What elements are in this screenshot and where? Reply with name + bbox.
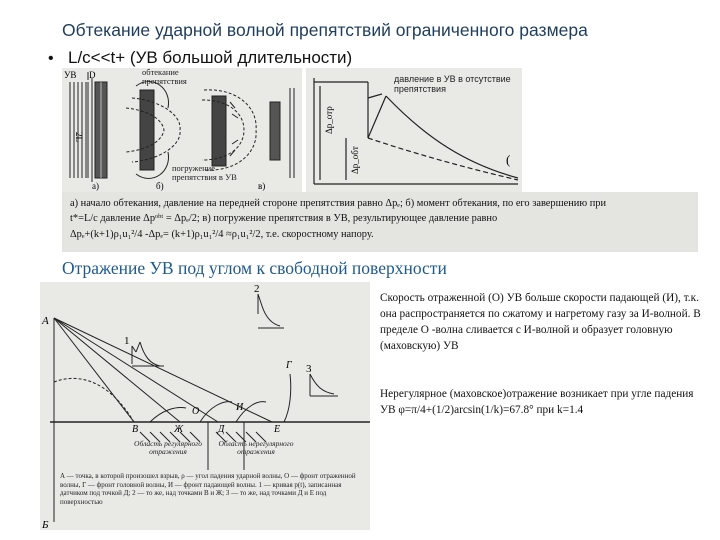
slide-title: Обтекание ударной волной препятствий ограниченного размера	[62, 20, 588, 40]
label-g: Г	[286, 360, 292, 371]
flow-around-obstacle-figure	[62, 68, 302, 192]
label-d: D	[89, 70, 96, 80]
reflection-drawing	[40, 282, 370, 530]
num-1: 1	[124, 335, 130, 347]
label-2l: 2L	[74, 132, 84, 142]
label-a-top: а)	[92, 181, 99, 191]
label-c-top: в)	[258, 181, 266, 191]
num-3: 3	[306, 363, 312, 375]
oblique-reflection-figure	[40, 282, 370, 530]
bottom-figure-caption: А — точка, в которой произошел взрыв, ρ — угол падения ударной волны, О — фронт отраженной волны, Г — фронт головной волны, И — фронт падающей волны. 1 — кривая p(t), записанная датчиком под точкой Д; 2 — то же, над точками В и Ж; 3 — то же, над точками Д и Е под поверхностью	[60, 472, 356, 506]
label-dp-ref: Δp_отр	[324, 106, 334, 134]
caption-line-3: Δpₑ+(k+1)ρ₁u₁²/4 -Δpₑ= (k+1)ρ₁u₁²/4 ≈ρ₁u₁²/2, т.е. скоростному напору.	[70, 228, 374, 240]
pressure-time-figure	[306, 68, 522, 192]
label-e: Е	[274, 424, 281, 435]
label-paren: (	[506, 152, 511, 167]
flow-figure-drawing	[62, 68, 302, 192]
paragraph-reflected-speed: Скорость отраженной (О) УВ больше скорости падающей (И), т.к. она распространяется по сжатому и нагретому газу за И-волной. В пределе О -волна сливается с И-волной и образует головную (маховскую) УВ	[380, 292, 701, 352]
label-region-irregular: Область нерегулярного отражения	[218, 440, 294, 456]
label-no-obstacle: давление в УВ в отсутствие препятствия	[394, 74, 511, 94]
label-d-bottom: Д	[218, 424, 225, 435]
pressure-plot-drawing	[306, 68, 522, 192]
section-title: Отражение УВ под углом к свободной поверхности	[62, 258, 447, 278]
label-b-bottom: Б	[42, 519, 49, 530]
caption-line-2: t*=L/c давление Δpᵒᵇᵗ = Δpₑ/2; в) погружение препятствия в УВ, результирующее давление равно	[70, 213, 498, 225]
label-immersion: погружение препятствия в УВ	[172, 164, 237, 182]
label-zh: Ж	[174, 424, 184, 435]
label-i: И	[236, 402, 244, 413]
label-a-bottom: А	[42, 315, 49, 327]
bullet-marker: •	[48, 50, 54, 67]
label-flow: обтекание препятствия	[142, 68, 187, 86]
caption-line-1: а) начало обтекания, давление на передней стороне препятствия равно Δpₑ; б) момент обтекания, по его завершению при	[70, 198, 607, 209]
bullet-text: L/c<<t+ (УВ большой длительности)	[68, 48, 353, 67]
label-b-top: б)	[156, 181, 164, 191]
label-uv: УВ	[64, 70, 77, 80]
label-v: В	[132, 424, 139, 435]
label-o: О	[192, 406, 200, 417]
paragraph-mach-reflection: Нерегулярное (маховское)отражение возникает при угле падения УВ φ=π/4+(1/2)arcsin(1/k)=67.8° при k=1.4	[380, 388, 694, 416]
num-2: 2	[254, 283, 260, 295]
label-dp-obt: Δp_обт	[350, 146, 360, 174]
figure-caption	[62, 192, 698, 252]
label-region-regular: Область регулярного отражения	[134, 440, 202, 456]
